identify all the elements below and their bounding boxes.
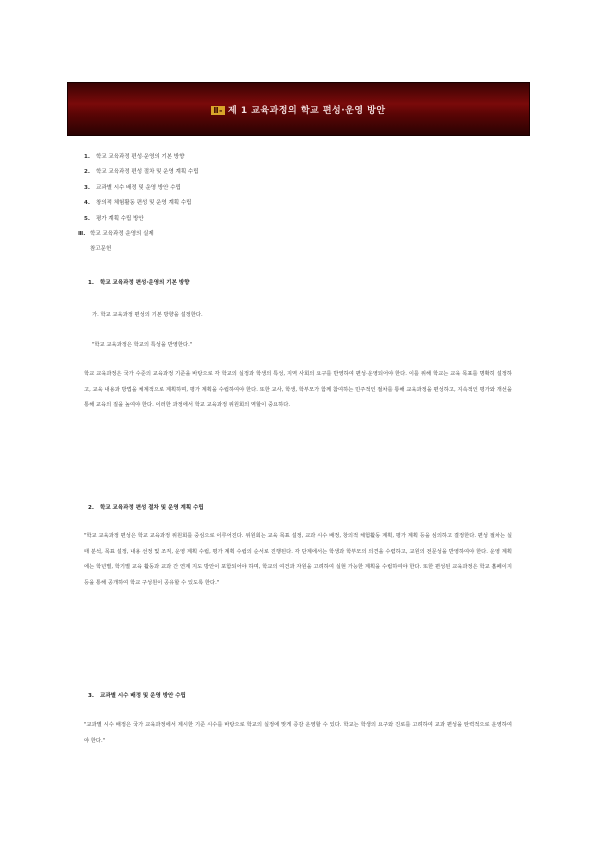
toc-item-references[interactable]: 참고문헌 — [90, 246, 112, 253]
section-3-paragraph: "교과별 시수 배정은 국가 교육과정에서 제시한 기준 시수를 바탕으로 학교의 실정에 맞게 증감 운영할 수 있다. 학교는 학생의 요구와 진로를 고려하여 교과 편성을 탄력적으로 운영하여야 한다." — [84, 722, 512, 744]
section-1-paragraph: 학교 교육과정은 국가 수준의 교육과정 기준을 바탕으로 각 학교의 실정과 학생의 특성, 지역 사회의 요구를 반영하여 편성·운영되어야 한다. 이를 위해 학교는 교육 목표를 명확히 설정하고, 교육 내용과 방법을 체계적으로 계획하며, 평가 계획을 수립하여야 한다. 또한 교사, 학생, 학부모가 함께 참여하는 민주적인 절차를 통해 교육과정을 편성하고, 지속적인 평가와 개선을 통해 교육의 질을 높여야 한다. 이러한 과정에서 학교 교육과정 위원회의 역할이 중요하다. — [84, 371, 512, 409]
chapter-badge: Ⅱ- — [213, 106, 223, 115]
section-heading-1: 1. 학교 교육과정 편성·운영의 기본 방향 — [88, 280, 190, 286]
toc-item[interactable]: Ⅲ. 학교 교육과정 운영의 실제 — [78, 231, 154, 238]
toc-item[interactable]: 5. 평가 계획 수립 방안 — [84, 215, 144, 222]
section-2-paragraph: "학교 교육과정 편성은 학교 교육과정 위원회를 중심으로 이루어진다. 위원회는 교육 목표 설정, 교과 시수 배정, 창의적 체험활동 계획, 평가 계획 등을 심의하고 결정한다. 편성 절차는 실태 분석, 목표 설정, 내용 선정 및 조직, 운영 계획 수립, 평가 계획 수립의 순서로 진행된다. 각 단계에서는 학생과 학부모의 의견을 수렴하고, 교원의 전문성을 반영하여야 한다. 운영 계획에는 학년별, 학기별 교육 활동과 교과 간 연계 지도 방안이 포함되어야 하며, 학교의 여건과 자원을 고려하여 실현 가능한 계획을 수립하여야 한다. 또한 편성된 교육과정은 학교 홈페이지 등을 통해 공개하여 학교 구성원이 공유할 수 있도록 한다." — [84, 533, 512, 586]
section-1-quote: "학교 교육과정은 학교의 특성을 반영한다." — [92, 342, 193, 348]
table-of-contents — [78, 150, 199, 258]
toc-item[interactable]: 4. 창의적 체험활동 편성 및 운영 계획 수립 — [84, 200, 192, 207]
section-heading-3: 3. 교과별 시수 배정 및 운영 방안 수립 — [88, 693, 186, 699]
section-1-subheading: 가. 학교 교육과정 편성의 기본 방향을 설정한다. — [92, 312, 203, 318]
toc-item[interactable]: 2. 학교 교육과정 편성 절차 및 운영 계획 수립 — [84, 169, 199, 176]
toc-item[interactable]: 3. 교과별 시수 배정 및 운영 방안 수립 — [84, 184, 181, 191]
section-heading-2: 2. 학교 교육과정 편성 절차 및 운영 계획 수립 — [88, 505, 204, 511]
page-title-text: 제 1 교육과정의 학교 편성·운영 방안 — [228, 106, 386, 116]
page-title — [68, 103, 529, 116]
title-banner — [67, 82, 530, 136]
toc-item[interactable]: 1. 학교 교육과정 편성·운영의 기본 방향 — [84, 154, 185, 160]
